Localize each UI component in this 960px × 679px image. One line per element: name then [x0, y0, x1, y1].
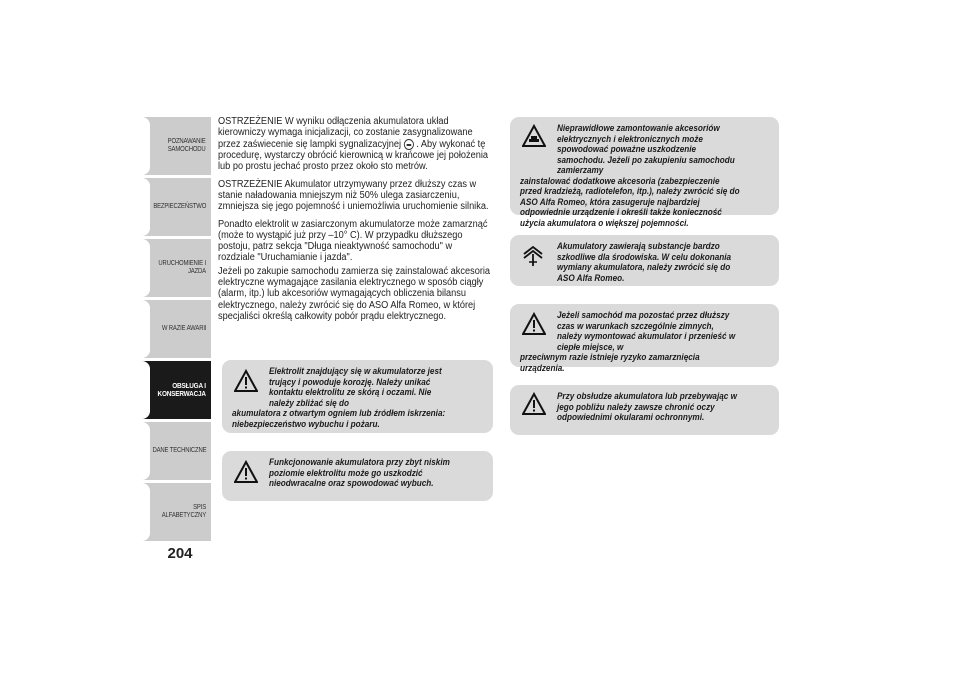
warning-box-low-electrolyte: Funkcjonowanie akumulatora przy zbyt niskim poziomie elektrolitu może go uszkodzić nieodwracalne oraz spowodować wybuch. — [222, 451, 493, 501]
chapter-sidebar — [142, 117, 211, 544]
paragraph-freezing: Ponadto elektrolit w zasiarczonym akumulatorze może zamarznąć (może to wystąpić już przy –10° C). W przypadku dłuższego postoju, patrz sekcja "Długa nieaktywność samochodu" w rozdziale "Uruchamianie i jazda". — [218, 218, 488, 264]
tab-obsluga-konserwacja[interactable]: OBSŁUGA I KONSERWACJA — [142, 361, 211, 419]
paragraph-sulfation-warning: OSTRZEŻENIE Akumulator utrzymywany przez dłuższy czas w stanie naładowania mniejszym niż 50% ulega zasiarczeniu, zmniejsza się jego pojemność i uniemożliwia uruchomienie silnika. — [218, 178, 489, 213]
tab-dane-techniczne[interactable]: DANE TECHNICZNE — [142, 422, 211, 480]
warning-box-accessories: Nieprawidłowe zamontowanie akcesoriów elektrycznych i elektronicznych może spowodować poważne uszkodzenie samochodu. Jeżeli po zakupieniu samochodu zamierzamy zainstalować dodatkowe akcesoria (zabezpieczenie przed kradzieżą, radiotelefon, itp.), należy zwrócić się do ASO Alfa Romeo, która zasugeruje najbardziej odpowiednie urządzenie i określi także konieczność użycia akumulatora o większej pojemności. — [510, 117, 779, 215]
steering-warning-icon — [404, 139, 414, 150]
warning-box-cold-storage: Jeżeli samochód ma pozostać przez dłuższy czas w warunkach szczególnie zimnych, należy wymontować akumulator i przenieść w ciepłe miejsce, w przeciwnym razie istnieje ryzyko zamarznięcia urządzenia. — [510, 304, 779, 367]
tab-bezpieczenstwo[interactable]: BEZPIECZEŃSTWO — [142, 178, 211, 236]
tab-spis-alfabetyczny[interactable]: SPIS ALFABETYCZNY — [142, 483, 211, 541]
tab-poznawanie-samochodu[interactable]: POZNAWANIE SAMOCHODU — [142, 117, 211, 175]
left-column — [218, 116, 493, 328]
paragraph-accessories: Jeżeli po zakupie samochodu zamierza się zainstalować akcesoria elektryczne wymagające zasilania elektrycznego w sposób ciągły (alarm, itp.) lub akcesoriów wymagających obliczenia bilansu elektrycznego, należy zwrócić się do ASO Alfa Romeo, w której specjaliści określą całkowity pobór prądu elektrycznego. — [218, 265, 491, 322]
warning-box-electrolyte: Elektrolit znajdujący się w akumulatorze jest trujący i powoduje korozję. Należy unikać kontaktu elektrolitu ze skórą i oczami. Nie należy zbliżać się do akumulatora z otwartym ogniem lub źródłem iskrzenia: niebezpieczeństwo wybuchu i pożaru. — [222, 360, 493, 433]
page-number: 204 — [167, 545, 193, 562]
tab-w-razie-awarii[interactable]: W RAZIE AWARII — [142, 300, 211, 358]
tab-uruchomienie-jazda[interactable]: URUCHOMIENIE I JAZDA — [142, 239, 211, 297]
environment-box-battery: Akumulatory zawierają substancje bardzo szkodliwe dla środowiska. W celu dokonania wymiany akumulatora, należy zwrócić się do ASO Alfa Romeo. — [510, 235, 779, 286]
warning-box-eye-protection: Przy obsłudze akumulatora lub przebywając w jego pobliżu należy zawsze chronić oczy odpowiednimi okularami ochronnymi. — [510, 385, 779, 435]
paragraph-steering-warning: OSTRZEŻENIE W wyniku odłączenia akumulatora układ kierowniczy wymaga inicjalizacji, co zostanie zasygnalizowane przez zaświecenie się lampki sygnalizacyjnej . Aby wykonać tę procedurę, wystarczy obrócić kierownicą w krańcowe jej położenia lub po prostu jechać prosto przez około sto metrów. — [218, 116, 488, 173]
